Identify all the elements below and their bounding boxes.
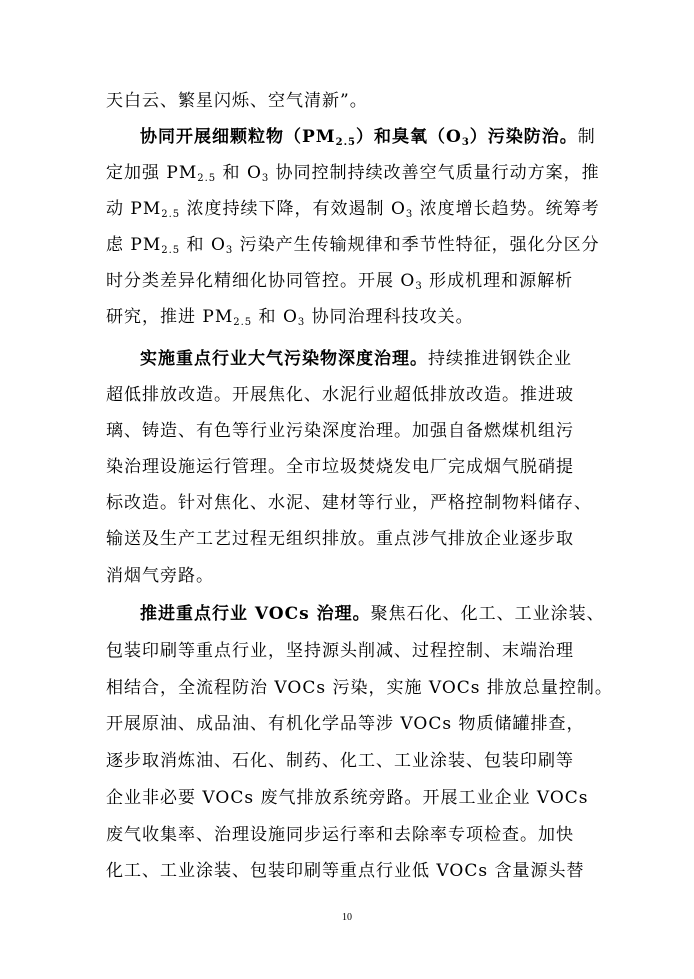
text-line: 超低排放改造。开展焦化、水泥行业超低排放改造。推进玻 xyxy=(106,385,574,405)
text-line: 开展原油、成品油、有机化学品等涉 VOCs 物质储罐排查， xyxy=(106,714,585,734)
text-line: 输送及生产工艺过程无组织排放。重点涉气排放企业逐步取 xyxy=(106,529,574,549)
page-number: 10 xyxy=(342,912,352,923)
text-line: 定加强 $PM_{2.5}$ 和 $O_3$ 协同控制持续改善空气质量行动方案，推 xyxy=(106,163,600,184)
text-line: 标改造。针对焦化、水泥、建材等行业，严格控制物料储存、 xyxy=(106,493,592,513)
paragraph-heading: 推进重点行业 VOCs 治理。 xyxy=(140,604,371,624)
text-line: 化工、工业涂装、包装印刷等重点行业低 VOCs 含量源头替 xyxy=(106,861,585,881)
paragraph-heading-line: 推进重点行业 VOCs 治理。聚焦石化、化工、工业涂装、 xyxy=(140,604,605,624)
text-line: 企业非必要 VOCs 废气排放系统旁路。开展工业企业 VOCs xyxy=(106,788,589,808)
text-line: 逐步取消炼油、石化、制药、化工、工业涂装、包装印刷等 xyxy=(106,751,574,771)
text-line: 染治理设施运行管理。全市垃圾焚烧发电厂完成烟气脱硝提 xyxy=(106,457,574,477)
text-line: 虑 $PM_{2.5}$ 和 $O_3$ 污染产生传输规律和季节性特征，强化分区分 xyxy=(106,235,600,256)
text-line: 废气收集率、治理设施同步运行率和去除率专项检查。加快 xyxy=(106,825,574,845)
text-line: 时分类差异化精细化协同管控。开展 $O_3$ 形成机理和源解析 xyxy=(106,271,574,292)
text-line: 动 $PM_{2.5}$ 浓度持续下降，有效遏制 $O_3$ 浓度增长趋势。统筹考 xyxy=(106,199,600,220)
text-line: 包装印刷等重点行业，坚持源头削减、过程控制、末端治理 xyxy=(106,641,574,661)
text-line: 璃、铸造、有色等行业污染深度治理。加强自备燃煤机组污 xyxy=(106,421,574,441)
text-line: 天白云、繁星闪烁、空气清新”。 xyxy=(106,91,368,111)
paragraph-heading: 实施重点行业大气污染物深度治理。 xyxy=(140,349,428,369)
text-line: 消烟气旁路。 xyxy=(106,566,214,586)
paragraph-heading: 协同开展细颗粒物$(PM_{2.5})$和臭氧$(O_3)$污染防治。 xyxy=(140,127,578,148)
paragraph-heading-line: 协同开展细颗粒物$(PM_{2.5})$和臭氧$(O_3)$污染防治。制 xyxy=(140,127,596,148)
paragraph-heading-line: 实施重点行业大气污染物深度治理。持续推进钢铁企业 xyxy=(140,349,572,369)
text-line: 研究，推进 $PM_{2.5}$ 和 $O_3$ 协同治理科技攻关。 xyxy=(106,307,474,328)
text-line: 相结合，全流程防治 VOCs 污染，实施 VOCs 排放总量控制。 xyxy=(106,678,613,698)
